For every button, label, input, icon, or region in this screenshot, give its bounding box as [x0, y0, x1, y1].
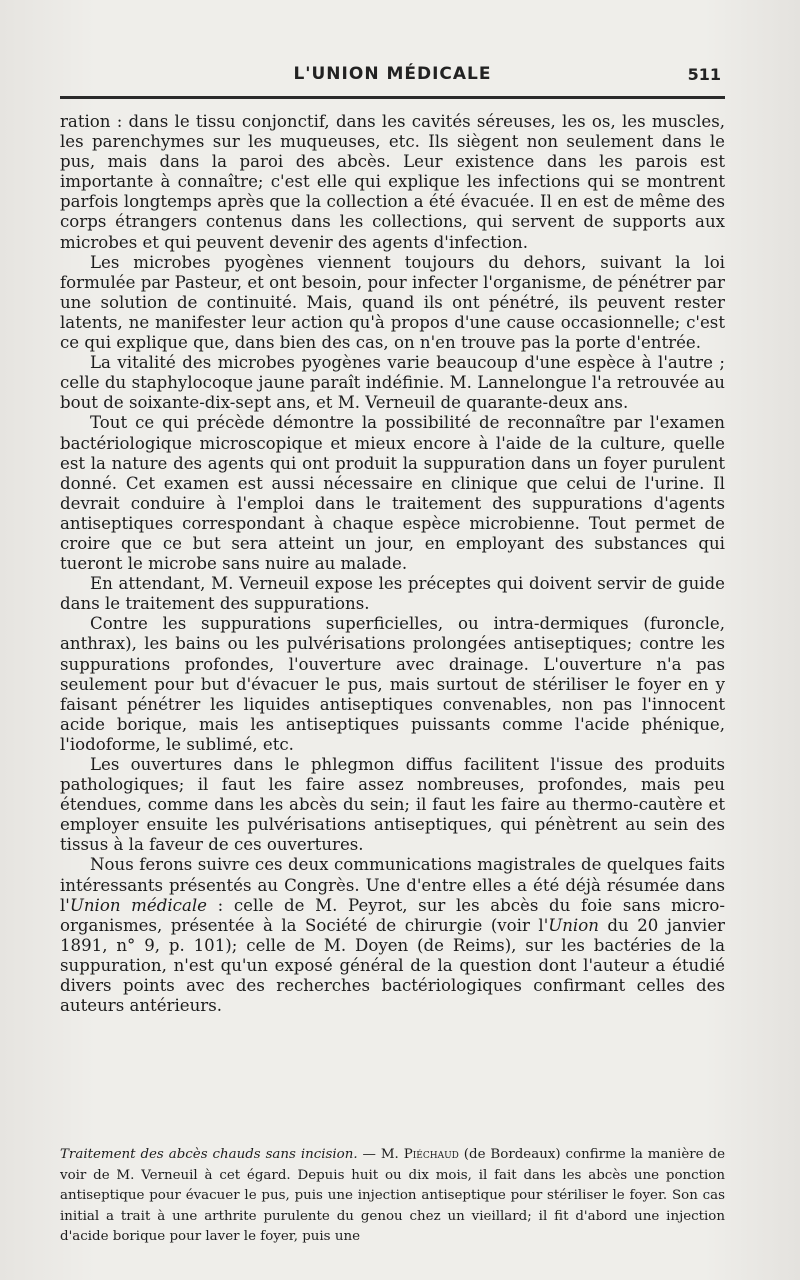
paragraph: Tout ce qui précède démontre la possibilité de reconnaître par l'examen bactériologique microscopique et mieux encore à l'aide de la culture, quelle est la nature des agents qui ont produit la suppuration dans un foyer purulent donné. Cet examen est aussi nécessaire en clinique que celui de l'urine. Il devrait conduire à l'emploi dans le traitement des suppurations d'agents antiseptiques correspondant à chaque espèce microbienne. Tout permet de croire que ce but sera atteint un jour, en employant des substances qui tueront le microbe sans nuire au malade.: [60, 413, 725, 574]
closing-text: : celle de M. Peyrot, sur les abcès du foie sans micro-organismes, présentée à la Société de chirurgie (voir l': [60, 895, 726, 935]
small-print-note: [60, 1145, 725, 1248]
paragraph: Les ouvertures dans le phlegmon diffus facilitent l'issue des produits pathologiques; il faut les faire assez nombreuses, profondes, mais peu étendues, comme dans les abcès du sein; il faut les faire au thermo-cautère et employer ensuite les pulvérisations antiseptiques, qui pénètrent au sein des tissus à la faveur de ces ouvertures.: [60, 755, 725, 855]
header-rule: [60, 96, 725, 99]
closing-paragraph: [60, 855, 725, 1016]
journal-name-italic: Union: [548, 915, 599, 935]
journal-name-italic: Union médicale: [69, 895, 207, 915]
note-dash: — M.: [357, 1147, 404, 1162]
journal-title: L'UNION MÉDICALE: [293, 64, 492, 84]
paragraph: Les microbes pyogènes viennent toujours du dehors, suivant la loi formulée par Pasteur, et ont besoin, pour infecter l'organisme, de pénétrer par une solution de continuité. Mais, quand ils ont pénétré, ils peuvent rester latents, ne manifester leur action qu'à propos d'une cause occasionnelle; c'est ce qui explique que, dans bien des cas, on n'en trouve pas la porte d'entrée.: [60, 252, 725, 353]
page-number: 511: [687, 65, 721, 84]
paragraph-continued: ration : dans le tissu conjonctif, dans les cavités séreuses, les os, les muscles, les parenchymes sur les muqueuses, etc. Ils siègent non seulement dans le pus, mais dans la paroi des abcès. Leur existence dans les parois est importante à connaître; c'est elle qui explique les infections qui se montrent parfois longtemps après que la collection a été évacuée. Il en est de même des corps étrangers contenus dans les collections, qui servent de supports aux microbes et qui peuvent devenir des agents d'infection.: [60, 112, 725, 252]
paragraph: La vitalité des microbes pyogènes varie beaucoup d'une espèce à l'autre ; celle du staphylocoque jaune paraît indéfinie. M. Lannelongue l'a retrouvée au bout de soixante-dix-sept ans, et M. Verneuil de quarante-deux ans.: [60, 353, 725, 413]
paragraph: Contre les suppurations superficielles, ou intra-dermiques (furoncle, anthrax), les bains ou les pulvérisations prolongées antiseptiques; contre les suppurations profondes, l'ouverture avec drainage. L'ouverture n'a pas seulement pour but d'évacuer le pus, mais surtout de stériliser le foyer en y faisant pénétrer les liquides antiseptiques convenables, non pas l'innocent acide borique, mais les antiseptiques puissants comme l'acide phénique, l'iodoforme, le sublimé, etc.: [60, 614, 725, 754]
note-text: (de Bordeaux) confirme la manière de voir de M. Verneuil à cet égard. Depuis huit ou dix mois, il fait dans les abcès une ponction antiseptique pour évacuer le pus, puis une injection antiseptique pour stériliser le foyer. Son cas initial a trait à une arthrite purulente du genou chez un vieillard; il fit d'abord une injection d'acide borique pour laver le foyer, puis une: [60, 1147, 725, 1245]
paragraph: En attendant, M. Verneuil expose les préceptes qui doivent servir de guide dans le traitement des suppurations.: [60, 574, 725, 614]
running-header: [60, 62, 725, 90]
closing-text: du 20 janvier 1891, n° 9, p. 101); celle de M. Doyen (de Reims), sur les bactéries de la suppuration, n'est qu'un exposé général de la question dont l'auteur a étudié divers points avec des recherches bactériologiques confirmant celles des auteurs antérieurs.: [60, 915, 725, 1016]
note-author: Piéchaud: [403, 1147, 459, 1162]
note-paragraph: [60, 1145, 725, 1248]
article-body: [60, 112, 725, 1016]
note-label: Traitement des abcès chauds sans incision.: [60, 1147, 358, 1162]
closing-text: Nous ferons suivre ces deux communications magistrales de quelques faits intéressants présentés au Congrès. Une d'entre elles a été déjà résumée dans l': [60, 855, 725, 915]
